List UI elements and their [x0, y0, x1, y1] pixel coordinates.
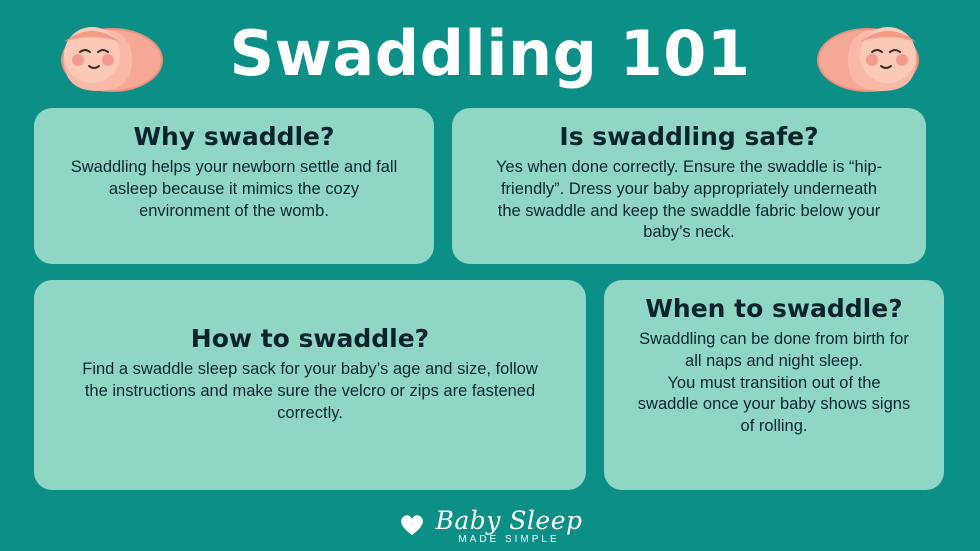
brand-name: Baby Sleep	[435, 506, 583, 535]
card-title: Is swaddling safe?	[559, 122, 819, 151]
heart-icon	[397, 510, 427, 543]
card-body	[472, 157, 906, 244]
card-body-line: of rolling.	[740, 417, 808, 436]
card-body-line: baby’s neck.	[643, 223, 735, 242]
swaddled-baby-icon	[30, 12, 165, 103]
card-title: How to swaddle?	[190, 324, 430, 353]
card-body-line: correctly.	[277, 403, 343, 422]
swaddled-baby-icon	[815, 12, 950, 103]
poster-header	[0, 0, 980, 108]
cards-row-bottom	[34, 280, 946, 490]
card-body-line: the instructions and make sure the velcro or zips are fastened	[84, 381, 536, 400]
card-when-to-swaddle	[604, 280, 944, 490]
card-body-line: You must transition out of the	[667, 373, 881, 392]
cards-row-top	[34, 108, 946, 264]
page-title: Swaddling 101	[229, 17, 751, 90]
card-body-line: the swaddle and keep the swaddle fabric below your	[497, 201, 881, 220]
card-body-line: Swaddling can be done from birth for	[639, 330, 909, 348]
card-body	[54, 157, 414, 222]
card-body-line: Find a swaddle sleep sack for your baby’s age and size, follow	[82, 360, 538, 378]
card-body-line: Yes when done correctly. Ensure the swaddle is “hip-	[495, 158, 883, 176]
card-body-line: friendly”. Dress your baby appropriately underneath	[500, 179, 878, 198]
card-body-line: asleep because it mimics the cozy	[108, 179, 360, 198]
brand-text	[435, 508, 582, 545]
card-body-line: Swaddling helps your newborn settle and fall	[70, 158, 398, 176]
card-title: Why swaddle?	[133, 122, 335, 151]
card-title: When to swaddle?	[645, 294, 903, 323]
brand-tagline: MADE SIMPLE	[458, 534, 560, 545]
card-body	[54, 359, 566, 424]
card-is-swaddling-safe	[452, 108, 926, 264]
brand-logo	[397, 508, 582, 545]
cards-area	[0, 108, 980, 490]
card-body-line: swaddle once your baby shows signs	[637, 395, 911, 414]
card-body	[624, 329, 924, 438]
card-how-to-swaddle	[34, 280, 586, 490]
footer-brand	[0, 508, 980, 545]
card-body-line: all naps and night sleep.	[685, 351, 863, 370]
card-body-line: environment of the womb.	[139, 201, 329, 220]
card-why-swaddle	[34, 108, 434, 264]
